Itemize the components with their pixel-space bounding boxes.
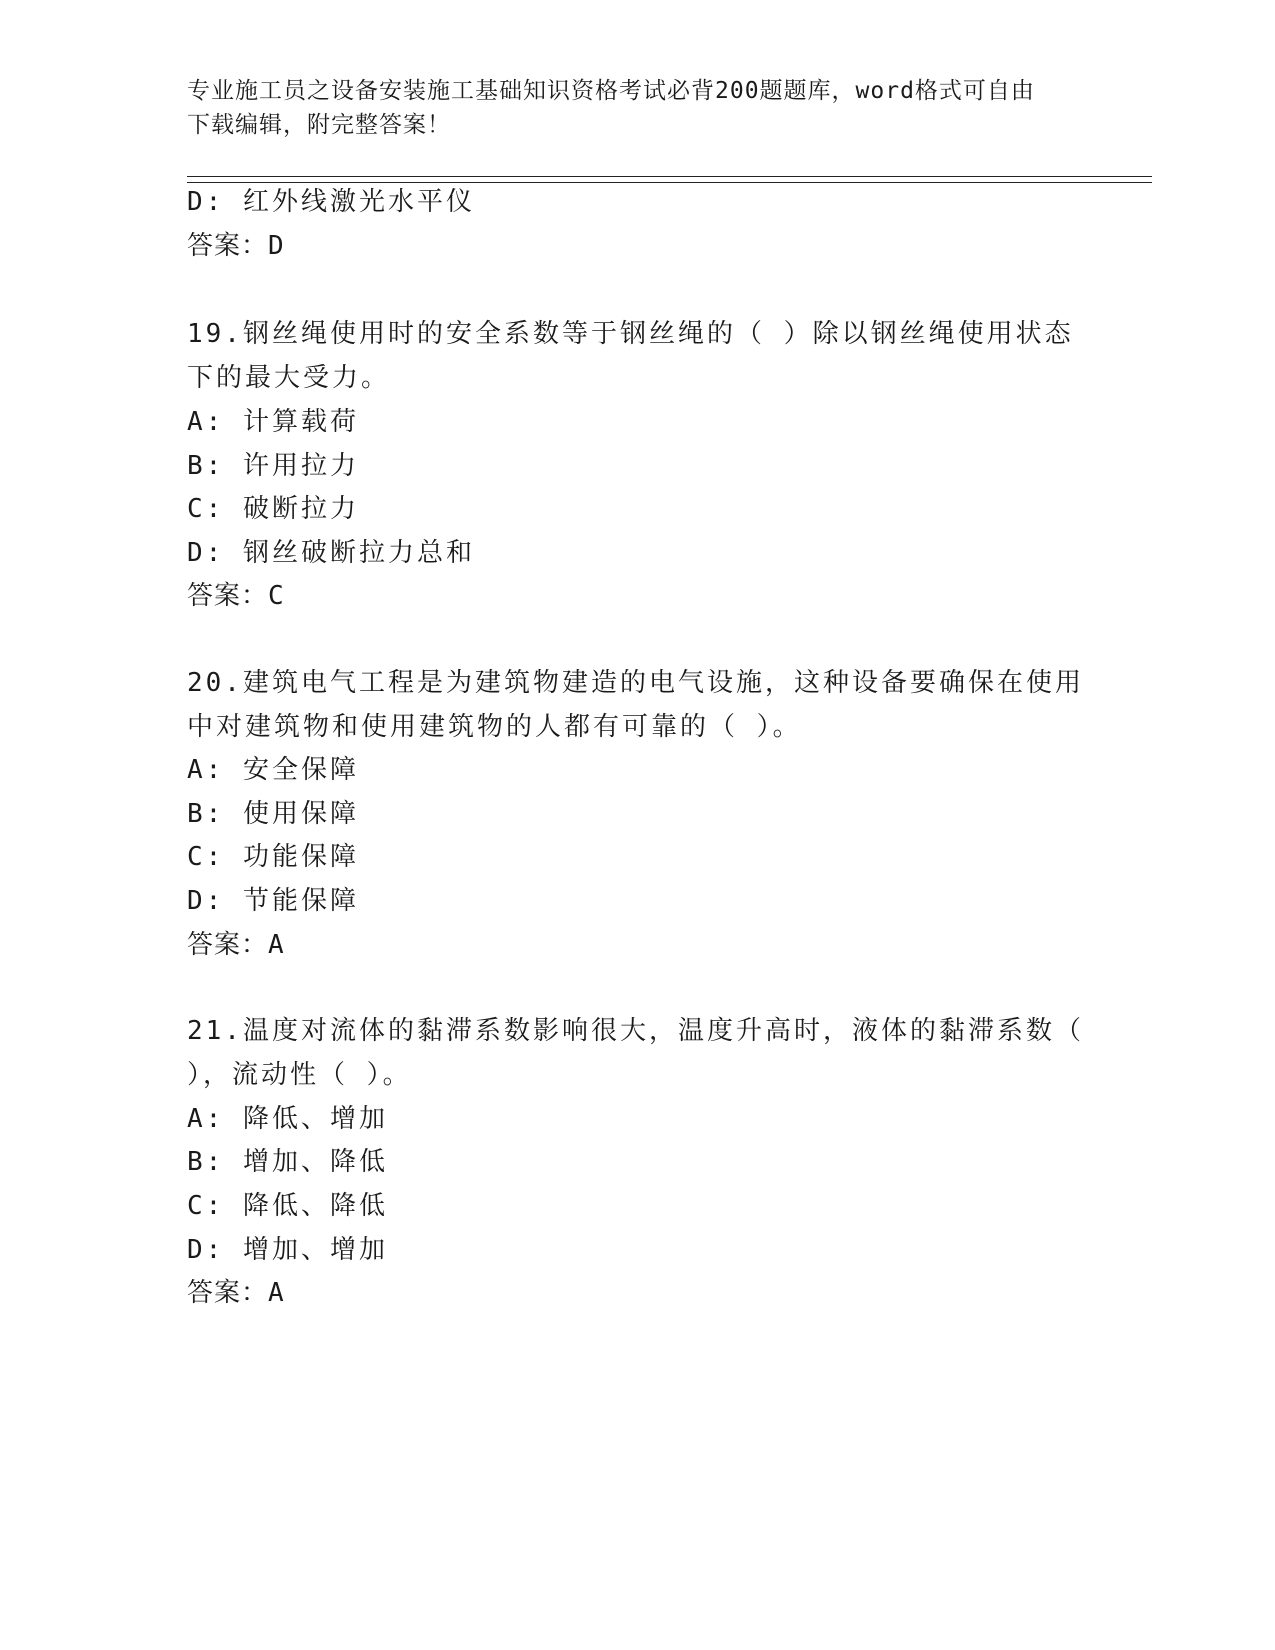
- header-divider-bottom: [187, 182, 1152, 183]
- question-19-option-c: C: 破断拉力: [187, 494, 359, 524]
- prev-question-answer: 答案：D: [187, 231, 285, 261]
- question-21-stem-line-1: 21.温度对流体的黏滞系数影响很大，温度升高时，液体的黏滞系数（: [187, 1016, 1084, 1046]
- question-19-stem-line-2: 下的最大受力。: [187, 363, 391, 393]
- question-21-option-a: A: 降低、增加: [187, 1104, 388, 1134]
- header-divider-top: [187, 176, 1152, 177]
- question-19-option-b: B: 许用拉力: [187, 451, 359, 481]
- question-21-option-b: B: 增加、降低: [187, 1147, 388, 1177]
- question-19-option-a: A: 计算载荷: [187, 407, 359, 437]
- question-20-stem-line-2: 中对建筑物和使用建筑物的人都有可靠的（ ）。: [187, 712, 802, 742]
- question-20-option-d: D: 节能保障: [187, 886, 359, 916]
- question-21-stem-line-2: ），流动性（ ）。: [187, 1060, 412, 1090]
- document-header: [187, 74, 1067, 142]
- prev-question-option-d: D: 红外线激光水平仪: [187, 187, 475, 217]
- question-20-option-c: C: 功能保障: [187, 842, 359, 872]
- question-20-option-a: A: 安全保障: [187, 755, 359, 785]
- question-19-option-d: D: 钢丝破断拉力总和: [187, 538, 475, 568]
- question-20-answer: 答案：A: [187, 930, 285, 960]
- question-21-option-d: D: 增加、增加: [187, 1235, 388, 1265]
- question-21-answer: 答案：A: [187, 1278, 285, 1308]
- header-title-line-2: 下载编辑，附完整答案！: [187, 112, 451, 138]
- question-19-answer: 答案：C: [187, 581, 285, 611]
- header-title-line-1: 专业施工员之设备安装施工基础知识资格考试必背200题题库，word格式可自由: [187, 78, 1035, 104]
- question-20-stem-line-1: 20.建筑电气工程是为建筑物建造的电气设施，这种设备要确保在使用: [187, 668, 1084, 698]
- question-21-option-c: C: 降低、降低: [187, 1191, 388, 1221]
- question-20-option-b: B: 使用保障: [187, 799, 359, 829]
- question-19-stem-line-1: 19.钢丝绳使用时的安全系数等于钢丝绳的（ ）除以钢丝绳使用状态: [187, 319, 1074, 349]
